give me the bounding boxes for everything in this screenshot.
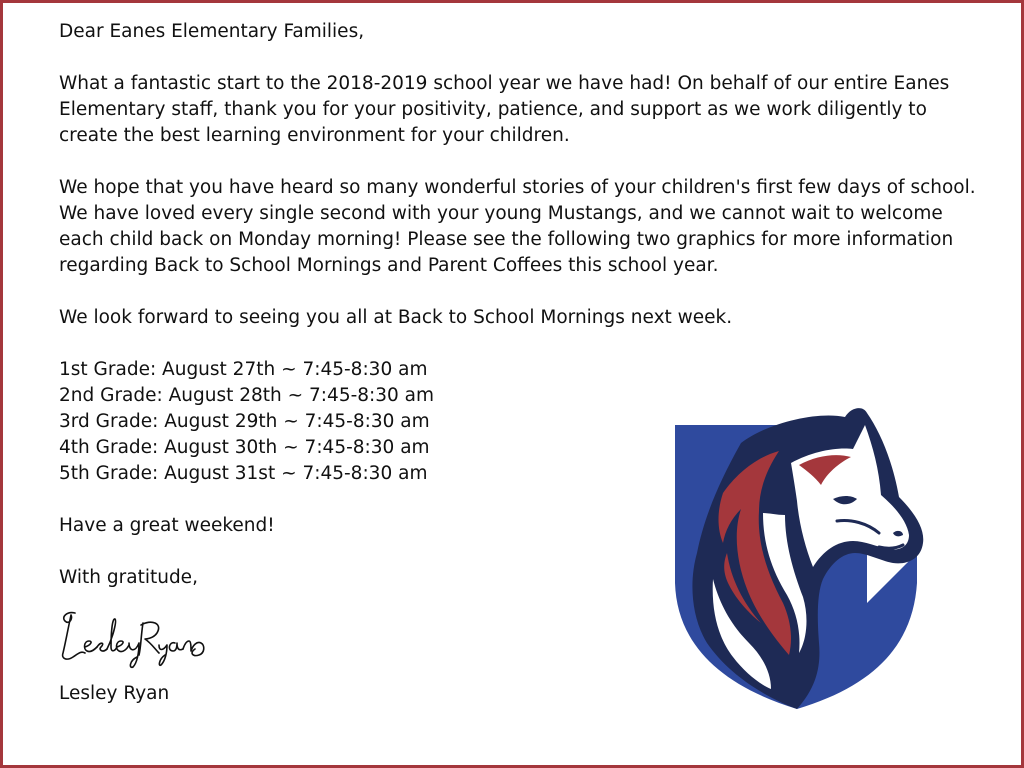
salutation: Dear Eanes Elementary Families, <box>59 21 365 42</box>
signer-name: Lesley Ryan <box>59 683 170 704</box>
schedule-item: 4th Grade: August 30th ~ 7:45-8:30 am <box>59 437 430 458</box>
closing-wish: Have a great weekend! <box>59 515 275 536</box>
schedule-item: 2nd Grade: August 28th ~ 7:45-8:30 am <box>59 385 435 406</box>
schedule-item: 3rd Grade: August 29th ~ 7:45-8:30 am <box>59 411 430 432</box>
schedule-item: 1st Grade: August 27th ~ 7:45-8:30 am <box>59 359 428 380</box>
valediction: With gratitude, <box>59 567 198 588</box>
paragraph-stories: We hope that you have heard so many wonderful stories of your children's first few days of school. We have loved every single second with your young Mustangs, and we cannot wait to welcome each child back on Monday morning! Please see the following two graphics for more information regarding Back to School Mornings and Parent Coffees this school year. <box>59 177 976 276</box>
paragraph-look-forward: We look forward to seeing you all at Back to School Mornings next week. <box>59 307 733 328</box>
mustang-shield-logo-icon <box>667 403 927 715</box>
handwritten-signature <box>55 601 215 671</box>
schedule-item: 5th Grade: August 31st ~ 7:45-8:30 am <box>59 463 428 484</box>
paragraph-intro: What a fantastic start to the 2018-2019 school year we have had! On behalf of our entire Eanes Elementary staff, thank you for your positivity, patience, and support as we work diligently to create the best learning environment for your children. <box>59 73 950 146</box>
